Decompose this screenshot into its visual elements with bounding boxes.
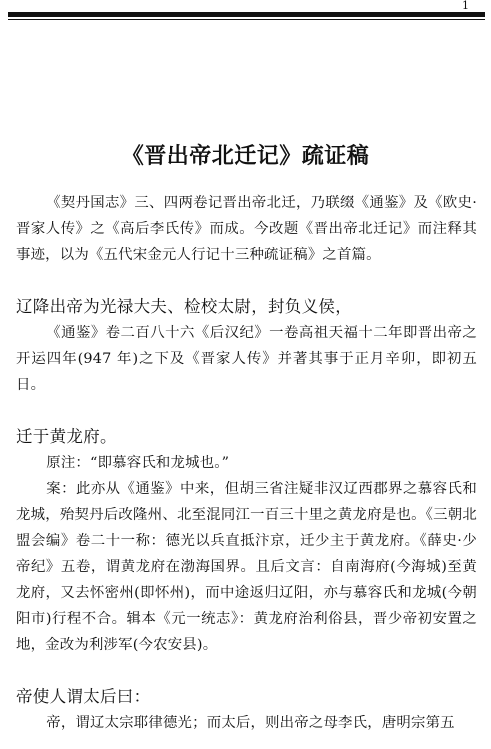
header-rule-thin: [8, 19, 485, 20]
heading-3: 帝使人谓太后曰：: [16, 687, 151, 706]
intro-paragraph: 《契丹国志》三、四两卷记晋出帝北迁，乃联缀《通鉴》及《欧史·晋家人传》之《高后李氏传》而成。今改题《晋出帝北迁记》而注释其事迹，以为《五代宋金元人行记十三种疏证稿》之首篇。: [16, 195, 477, 263]
intro-block: [16, 190, 477, 268]
paragraph-1: 《通鉴》卷二百八十六《后汉纪》一卷高祖天福十二年即晋出帝之开运四年(947 年)之下及《晋家人传》并著其事于正月辛卯，即初五日。: [16, 325, 477, 393]
heading-2: 迁于黄龙府。: [16, 427, 117, 446]
paragraph-2-body: 案：此亦从《通鉴》中来，但胡三省注疑非汉辽西郡界之慕容氏和龙城，殆契丹后改隆州、北至混同江一百三十里之黄龙府是也。《三朝北盟会编》卷二十一称：德光以兵直抵汴京，迁少主于黄龙府。《薛史·少帝纪》五卷，谓黄龙府在渤海国界。且后文言：自南海府(今海城)至黄龙府，又去怀密州(即怀州)，而中途返归辽阳，亦与慕容氏和龙城(今朝阳市)行程不合。辑本《元一统志》：黄龙府治利俗县，晋少帝初安置之地，金改为利涉军(今农安县)。: [16, 481, 477, 653]
page-number: 1: [462, 0, 469, 12]
section-1: [16, 294, 477, 398]
header-rule-thick: [8, 12, 485, 17]
paragraph-3: 帝，谓辽太宗耶律德光；而太后，则出帝之母李氏，唐明宗第五: [46, 715, 455, 731]
paragraph-2-note: 原注：“即慕容氏和龙城也。”: [46, 455, 230, 471]
page-title: 《晋出帝北迁记》疏证稿: [121, 144, 370, 169]
section-2: [16, 424, 477, 658]
heading-1: 辽降出帝为光禄大夫、检校太尉，封负义侯，: [16, 297, 352, 316]
section-3: [16, 684, 477, 736]
